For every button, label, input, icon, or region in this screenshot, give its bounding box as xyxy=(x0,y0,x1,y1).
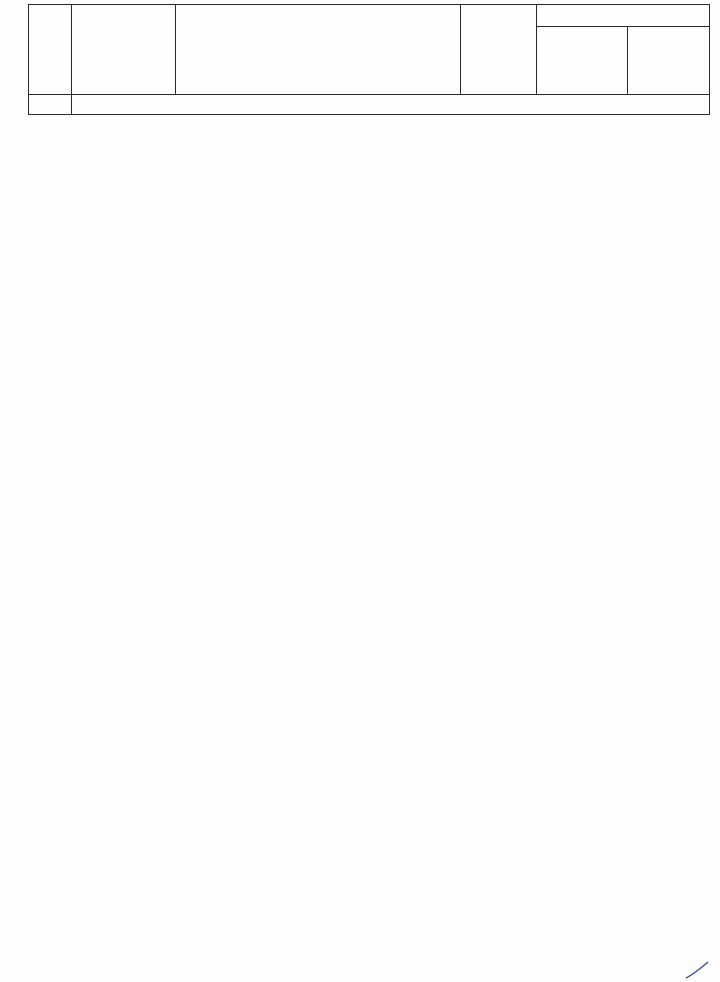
section-number xyxy=(29,95,72,115)
header-program xyxy=(176,5,461,95)
header-criteria xyxy=(537,5,710,27)
header-code xyxy=(72,5,176,95)
section-title xyxy=(72,95,710,115)
header-tt xyxy=(29,5,72,95)
section-row xyxy=(29,95,710,115)
section-body xyxy=(29,95,710,115)
header-math xyxy=(537,27,628,95)
header-order xyxy=(628,27,710,95)
header-score xyxy=(461,5,537,95)
pen-stroke-icon xyxy=(684,960,710,980)
admission-score-table xyxy=(28,4,710,115)
